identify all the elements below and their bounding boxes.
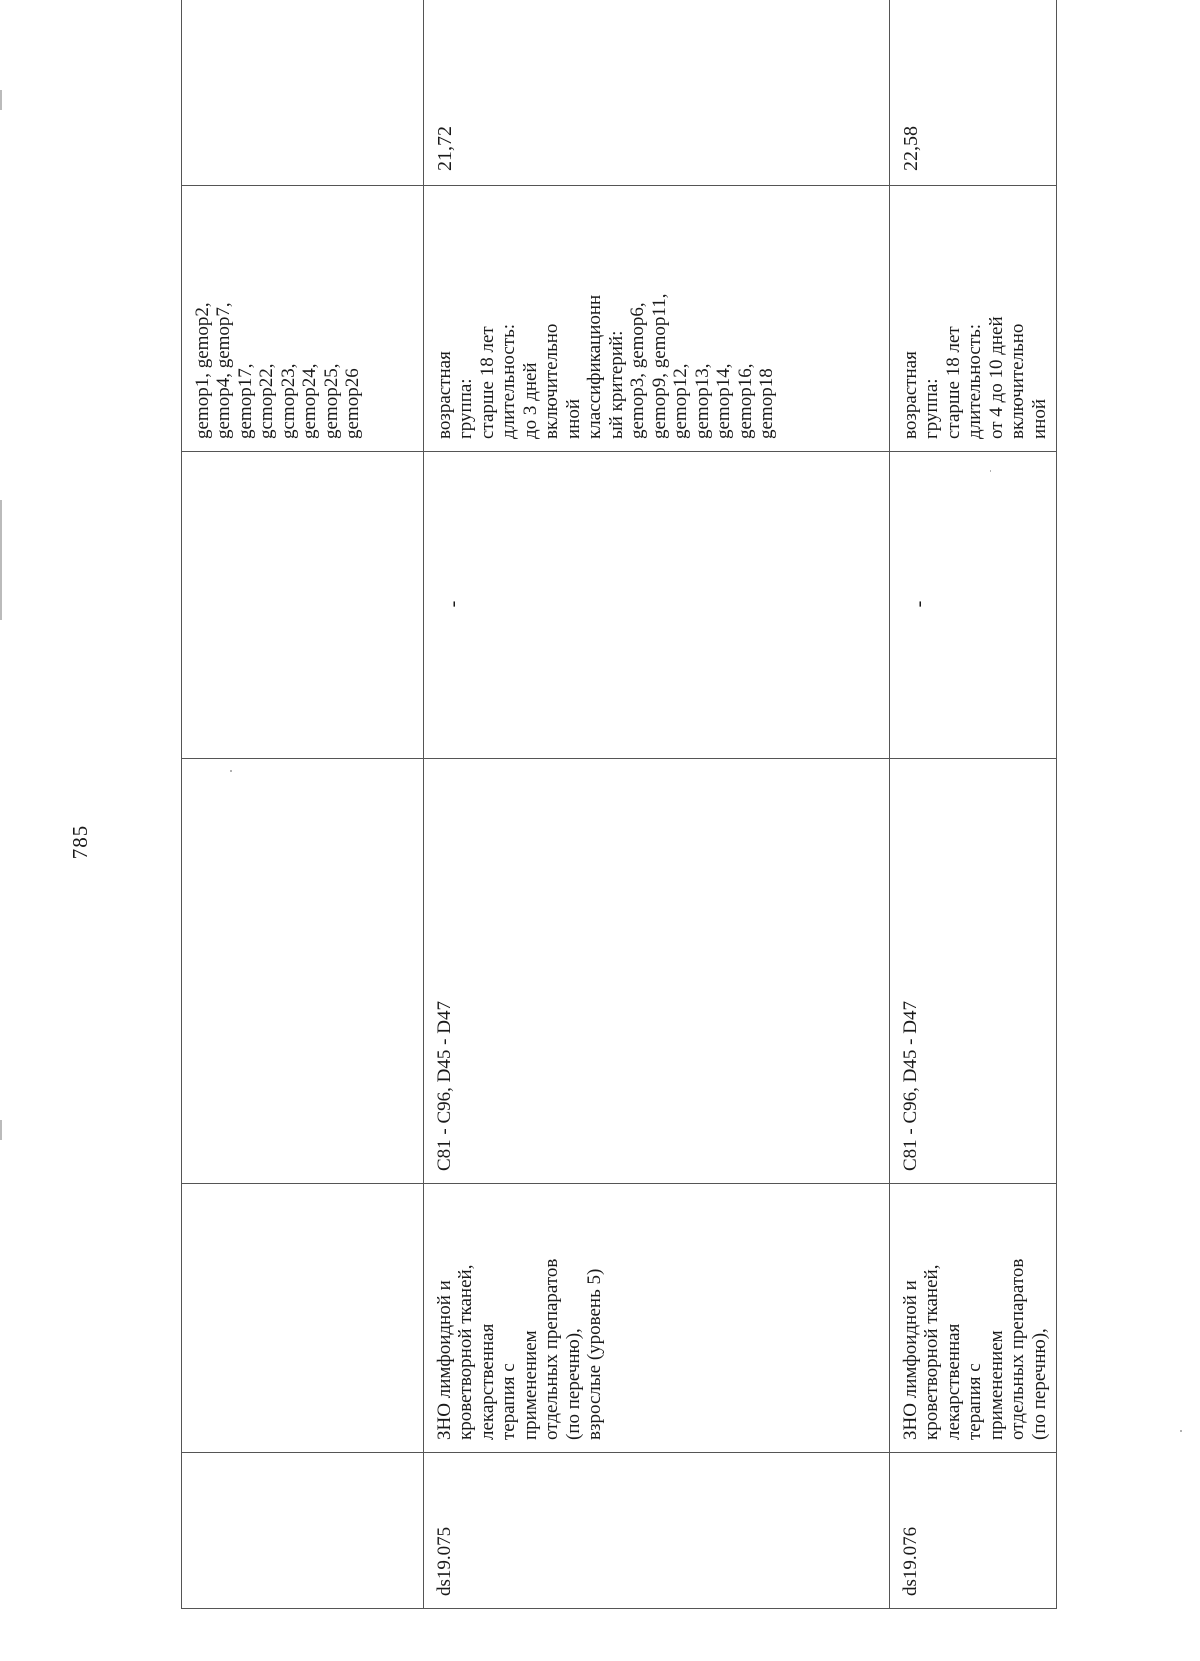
tariff-table [181,0,1057,1609]
criteria-line: от 4 до 10 дней [985,316,1007,439]
mkb-text: C81 - C96, D45 - D47 [434,1001,455,1171]
criteria-line: gemop3, gemop6, [627,302,649,439]
cell-extra [182,452,424,759]
name-line: отдельных препаратов [541,1258,563,1440]
criteria-line: gemop4, gemop7, [213,302,235,439]
scan-speck [230,770,232,772]
criteria-line: группа: [921,378,943,439]
cell-coefficient [890,0,1057,186]
code-text: ds19.075 [434,1526,455,1596]
criteria-line: иной [1028,398,1050,439]
criteria-line: gemop12, [670,363,692,439]
name-line: применением [519,1330,541,1440]
scan-edge-mark [0,1120,2,1140]
name-line: (по перечню), [562,1328,584,1440]
scan-edge-mark [0,500,2,620]
criteria-line: gcmop23, [277,363,299,439]
criteria-line: gemop16, [734,363,756,439]
name-line: взрослые (уровень 5) [584,1268,606,1440]
name-line: лекарственная [476,1323,498,1440]
rotated-table-container [181,126,1050,1609]
name-line: терапия с [498,1363,520,1440]
criteria-line: gemop25, [320,363,342,439]
criteria-line: gemop9, gemop11, [648,293,670,439]
name-line: применением [985,1330,1007,1440]
table-row-continuation [182,0,424,1609]
cell-mkb [424,759,890,1184]
name-line: кроветворной тканей, [455,1264,477,1440]
table-row-ds19-076 [890,0,1057,1609]
code-text: ds19.076 [900,1526,921,1596]
name-line: ЗНО лимфоидной и [434,1280,455,1440]
criteria-line: возрастная [434,351,455,439]
cell-name [182,1184,424,1453]
criteria-line: gemop17, [234,363,256,439]
cell-mkb [182,759,424,1184]
cell-name [424,1184,890,1453]
extra-text: - [908,600,930,608]
name-line: (по перечню), [1028,1328,1050,1440]
criteria-line: классификационн [584,294,606,439]
criteria-line: gemop18 [756,368,778,439]
table-row-ds19-075 [424,0,890,1609]
page-number-text: 785 [67,824,92,860]
scan-edge-mark [0,90,2,110]
cell-coefficient [424,0,890,186]
cell-criteria [182,186,424,452]
cell-coefficient [182,0,424,186]
name-line: терапия с [964,1363,986,1440]
cell-code [890,1453,1057,1609]
scan-speck [990,470,991,472]
criteria-line: группа: [455,378,477,439]
name-line: ЗНО лимфоидной и [900,1280,921,1440]
criteria-line: включительно [541,323,563,439]
scan-speck [1180,1430,1182,1432]
criteria-line: gemop26 [342,368,364,439]
criteria-line: старше 18 лет [942,326,964,439]
criteria-line: до 3 дней [519,362,541,439]
cell-criteria [424,186,890,452]
cell-mkb [890,759,1057,1184]
cell-code [424,1453,890,1609]
cell-code [182,1453,424,1609]
mkb-text: C81 - C96, D45 - D47 [900,1001,921,1171]
criteria-line: старше 18 лет [476,326,498,439]
criteria-line: возрастная [900,351,921,439]
name-line: лекарственная [942,1323,964,1440]
criteria-line: gcmop22, [256,363,278,439]
coefficient-text: 21,72 [434,126,456,171]
criteria-line: gemop13, [691,363,713,439]
criteria-line: ый критерий: [605,330,627,439]
cell-name [890,1184,1057,1453]
criteria-line: включительно [1007,323,1029,439]
cell-extra [890,452,1057,759]
criteria-line: иной [562,398,584,439]
cell-criteria [890,186,1057,452]
criteria-line: gemop14, [713,363,735,439]
criteria-line: длительность: [498,323,520,439]
page-number [60,822,100,862]
criteria-line: gemop24, [299,363,321,439]
cell-extra [424,452,890,759]
name-line: отдельных препаратов [1007,1258,1029,1440]
criteria-line: длительность: [964,323,986,439]
criteria-line: gemop1, gemop2, [192,302,213,439]
name-line: кроветворной тканей, [921,1264,943,1440]
coefficient-text: 22,58 [900,126,922,171]
extra-text: - [442,600,464,608]
